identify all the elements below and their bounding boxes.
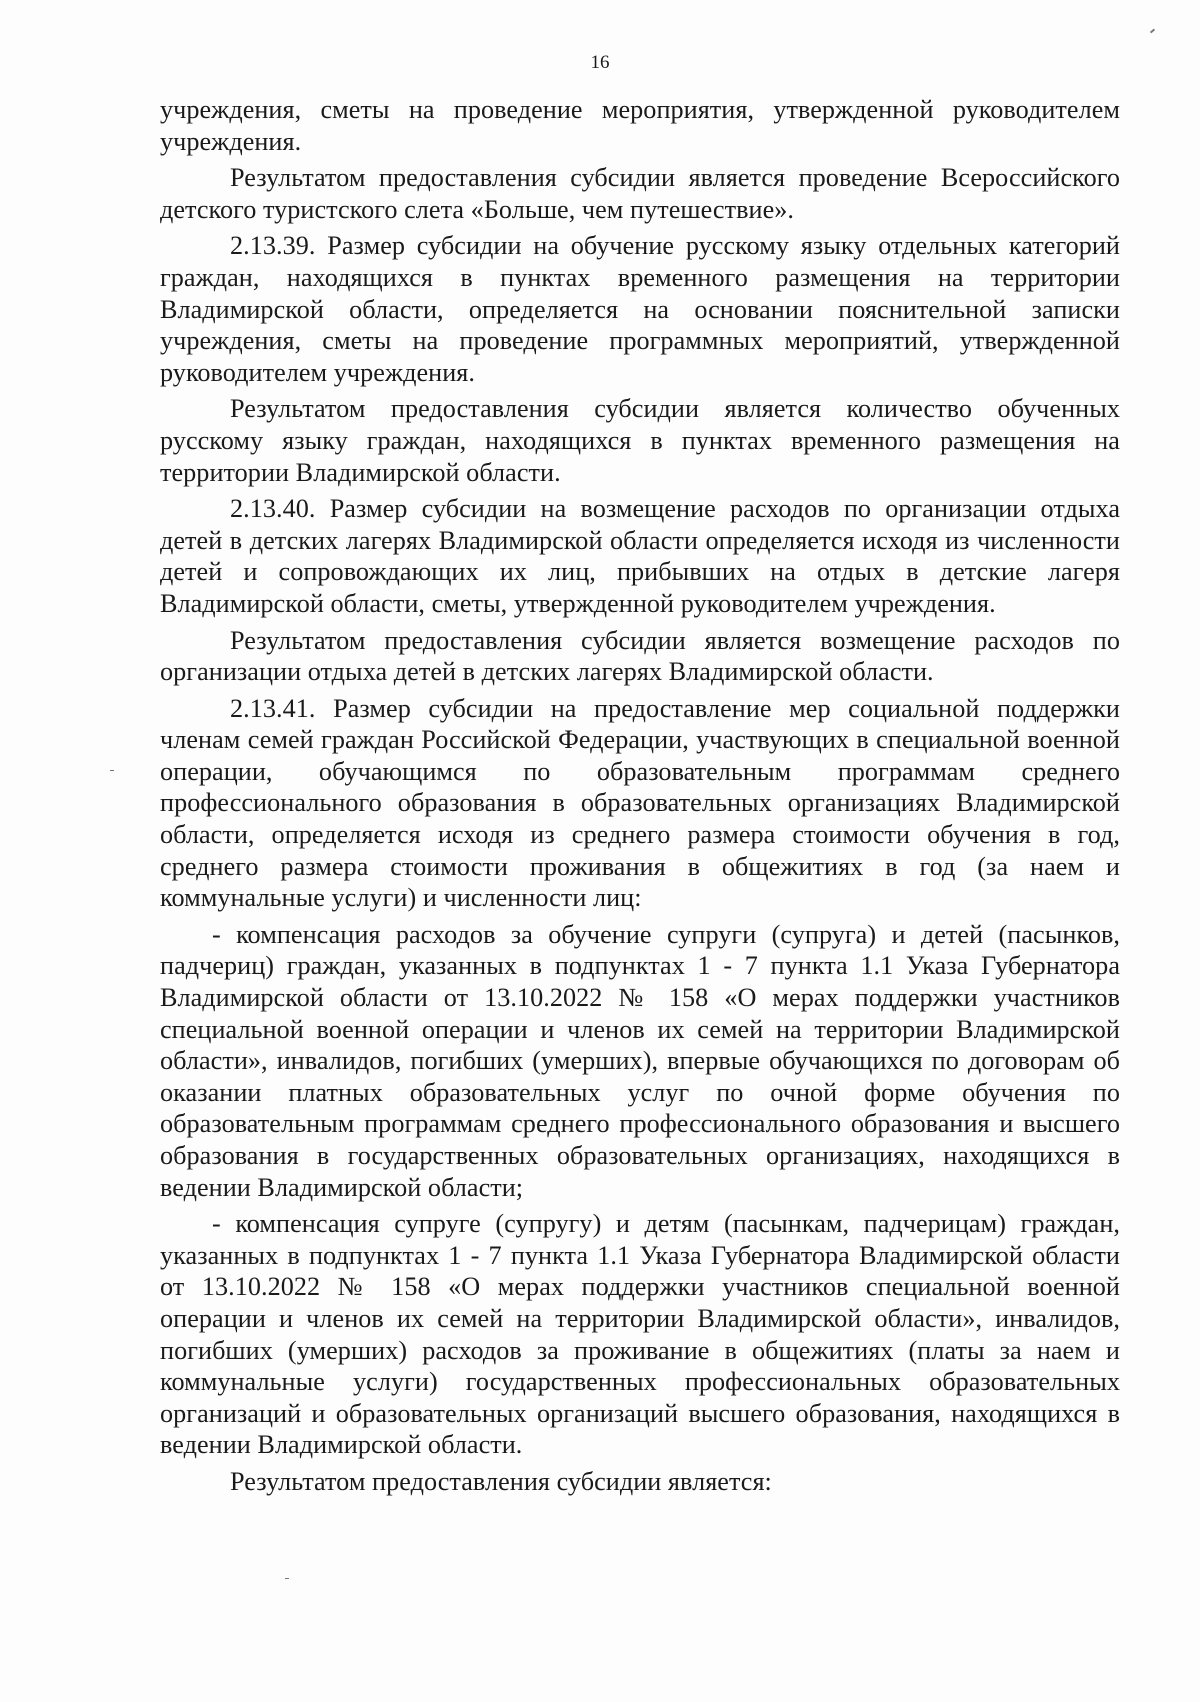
- paragraph-result-intro: Результатом предоставления субсидии является:: [230, 1466, 772, 1496]
- list-item-dormitory-compensation: - компенсация супруге (супругу) и детям (пасынкам, падчерицам) граждан, указанных в подпунктах 1 - 7 пункта 1.1 Указа Губернатора Владимирской области от 13.10.2022 № 158 «О мерах поддержки участников специальной военной операции и членов их семей на территории Владимирской области», инвалидов, погибших (умерших) расходов за проживание в общежитиях (платы за наем и коммунальные услуги) государственных профессиональных образовательных организаций и образовательных организаций высшего образования, находящихся в ведении Владимирской области.: [160, 1209, 1120, 1460]
- paragraph-2-13-40: 2.13.40. Размер субсидии на возмещение расходов по организации отдыха детей в детских лагерях Владимирской области определяется исходя из численности детей и сопровождающих их лиц, прибывших на отдых в детские лагеря Владимирской области, сметы, утвержденной руководителем учреждения.: [160, 494, 1120, 618]
- scan-mark: [285, 1578, 289, 1579]
- paragraph-continuation: учреждения, сметы на проведение мероприятия, утвержденной руководителем учреждения.: [160, 95, 1120, 156]
- paragraph-2-13-39: 2.13.39. Размер субсидии на обучение русскому языку отдельных категорий граждан, находящихся в пунктах временного размещения на территории Владимирской области, определяется на основании пояснительной записки учреждения, сметы на проведение программных мероприятий, утвержденной руководителем учреждения.: [160, 231, 1120, 387]
- scan-mark: [110, 770, 114, 771]
- paragraph-2-13-41: 2.13.41. Размер субсидии на предоставление мер социальной поддержки членам семей граждан Российской Федерации, участвующих в специальной военной операции, обучающимся по образовательным программам среднего профессионального образования в образовательных организациях Владимирской области, определяется исходя из среднего размера стоимости обучения в год, среднего размера стоимости проживания в общежитиях в год (за наем и коммунальные услуги) и численности лиц:: [160, 693, 1120, 913]
- page-number: 16: [590, 52, 610, 73]
- paragraph-result-tourist-rally: Результатом предоставления субсидии является проведение Всероссийского детского туристского слета «Больше, чем путешествие».: [160, 163, 1120, 224]
- scan-mark: [1150, 29, 1155, 34]
- list-item-tuition-compensation: - компенсация расходов за обучение супруги (супруга) и детей (пасынков, падчериц) граждан, указанных в подпунктах 1 - 7 пункта 1.1 Указа Губернатора Владимирской области от 13.10.2022 № 158 «О мерах поддержки участников специальной военной операции и членов их семей на территории Владимирской области», инвалидов, погибших (умерших), впервые обучающихся по договорам об оказании платных образовательных услуг по очной форме обучения по образовательным программам среднего профессионального образования и высшего образования в государственных образовательных организациях, находящихся в ведении Владимирской области;: [160, 919, 1120, 1202]
- document-body: [160, 94, 1120, 1503]
- paragraph-result-russian-language: Результатом предоставления субсидии является количество обученных русскому языку граждан, находящихся в пунктах временного размещения на территории Владимирской области.: [160, 394, 1120, 487]
- paragraph-result-children-camps: Результатом предоставления субсидии является возмещение расходов по организации отдыха детей в детских лагерях Владимирской области.: [160, 625, 1120, 687]
